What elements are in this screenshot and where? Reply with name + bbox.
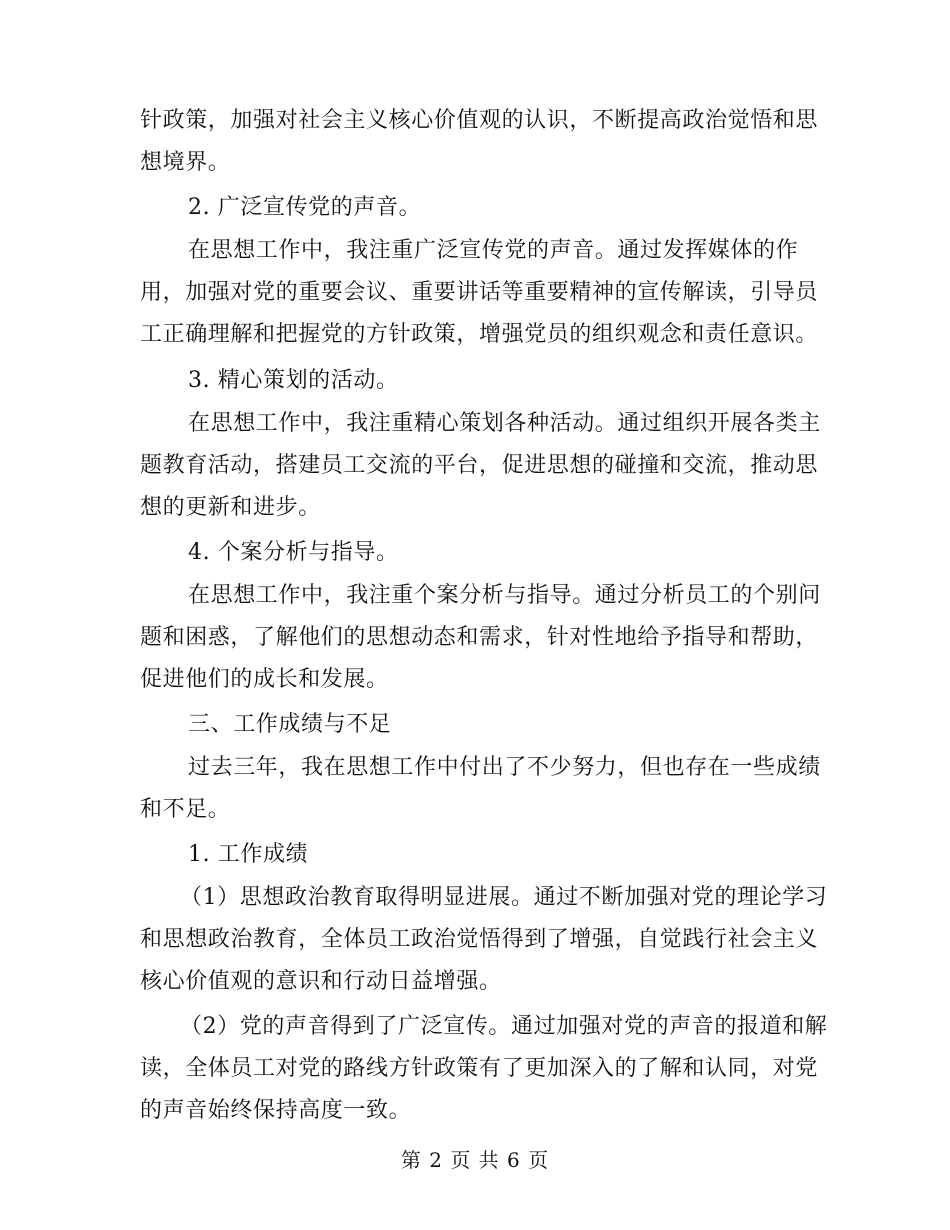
body-text-line: 用，加强对党的重要会议、重要讲话等重要精神的宣传解读，引导员 [140, 280, 819, 305]
section-heading: 4. 个案分析与指导。 [188, 540, 399, 565]
paragraph-first-line: （2）党的声音得到了广泛宣传。通过加强对党的声音的报道和解 [180, 1014, 828, 1039]
paragraph-first-line: （1）思想政治教育取得明显进展。通过不断加强对党的理论学习 [180, 885, 828, 910]
paragraph-first-line: 过去三年，我在思想工作中付出了不少努力，但也存在一些成绩 [188, 755, 821, 780]
page-number-footer: 第 2 页 共 6 页 [400, 1148, 550, 1172]
paragraph-first-line: 在思想工作中，我注重个案分析与指导。通过分析员工的个别问 [188, 583, 821, 608]
body-text-line: 想的更新和进步。 [140, 495, 321, 520]
section-heading: 3. 精心策划的活动。 [188, 368, 399, 393]
section-heading: 2. 广泛宣传党的声音。 [188, 195, 422, 220]
body-text-line: 和思想政治教育，全体员工政治觉悟得到了增强，自觉践行社会主义 [140, 927, 819, 952]
body-text-line: 的声音始终保持高度一致。 [140, 1098, 412, 1123]
body-text-line: 题教育活动，搭建员工交流的平台，促进思想的碰撞和交流，推动思 [140, 453, 819, 478]
body-text-line: 题和困惑，了解他们的思想动态和需求，针对性地给予指导和帮助， [140, 625, 819, 650]
section-heading: 三、工作成绩与不足 [188, 712, 392, 737]
body-text-line: 针政策，加强对社会主义核心价值观的认识，不断提高政治觉悟和思 [140, 108, 819, 133]
paragraph-first-line: 在思想工作中，我注重广泛宣传党的声音。通过发挥媒体的作 [188, 238, 799, 263]
body-text-line: 和不足。 [140, 797, 231, 822]
body-text-line: 想境界。 [140, 150, 231, 175]
body-text-line: 工正确理解和把握党的方针政策，增强党员的组织观念和责任意识。 [140, 322, 819, 347]
body-text-line: 促进他们的成长和发展。 [140, 667, 389, 692]
section-heading: 1. 工作成绩 [188, 842, 309, 867]
body-text-line: 读，全体员工对党的路线方针政策有了更加深入的了解和认同，对党 [140, 1056, 819, 1081]
body-text-line: 核心价值观的意识和行动日益增强。 [140, 969, 502, 994]
paragraph-first-line: 在思想工作中，我注重精心策划各种活动。通过组织开展各类主 [188, 411, 821, 436]
